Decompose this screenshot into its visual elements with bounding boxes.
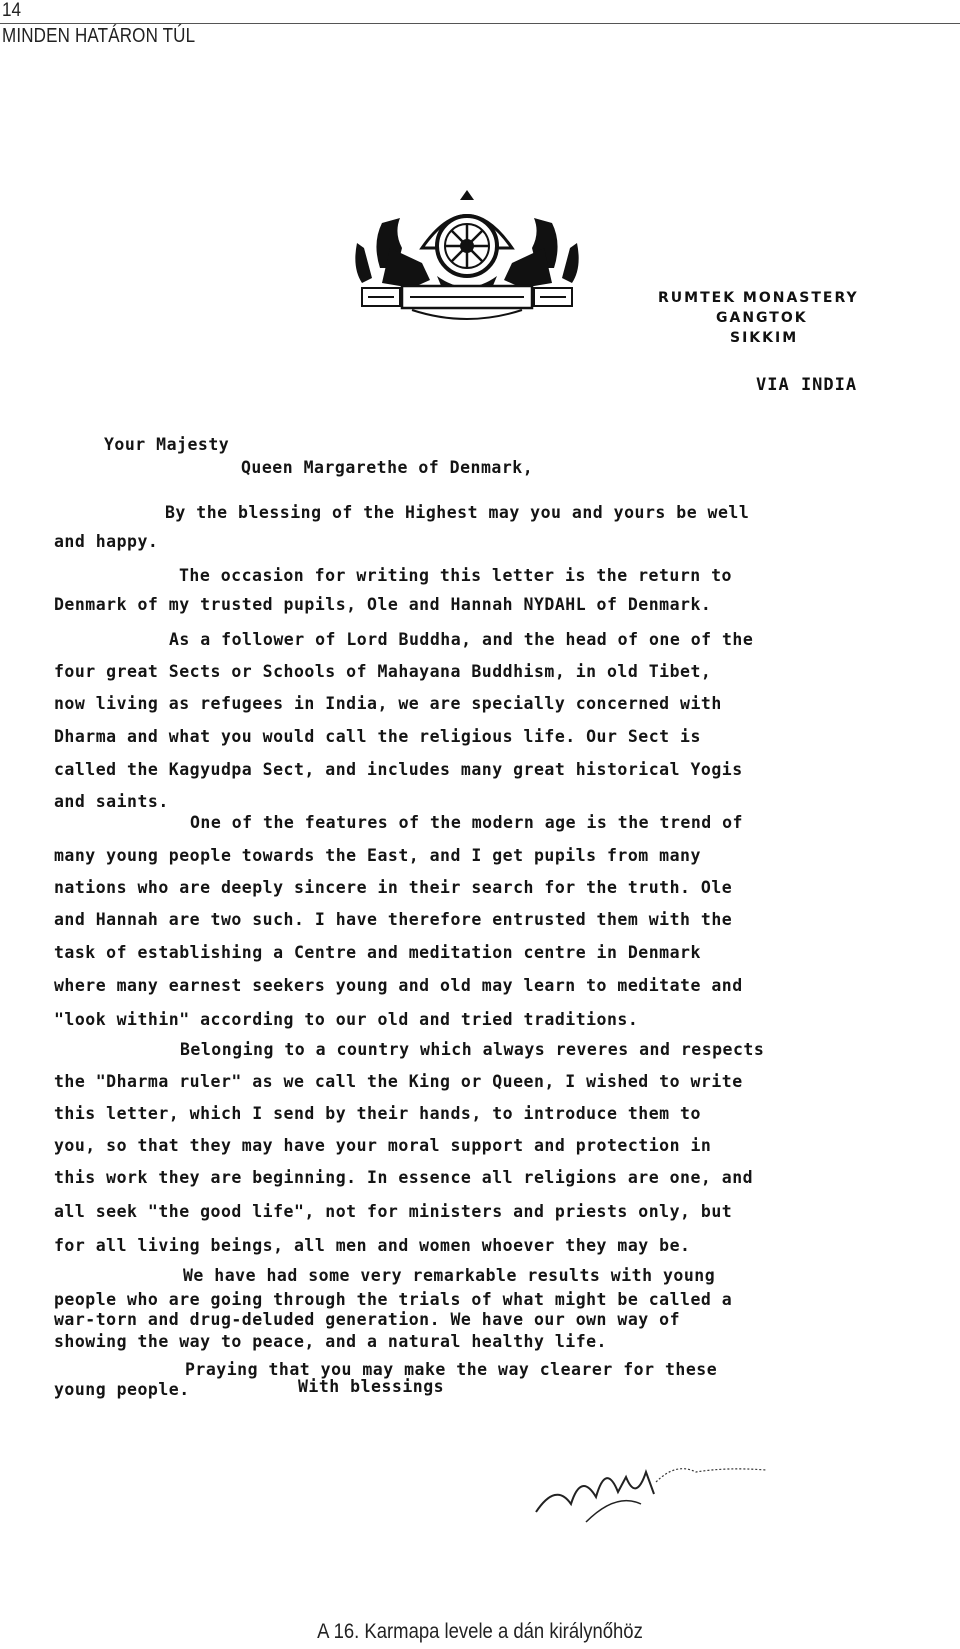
body-line: this letter, which I send by their hands, to introduce them to xyxy=(54,1104,701,1123)
body-line: for all living beings, all men and women whoever they may be. xyxy=(54,1236,691,1255)
body-line: four great Sects or Schools of Mahayana Buddhism, in old Tibet, xyxy=(54,662,712,681)
body-line: many young people towards the East, and I get pupils from many xyxy=(54,846,701,865)
body-line: now living as refugees in India, we are specially concerned with xyxy=(54,694,722,713)
dharma-wheel-deer-emblem-icon xyxy=(352,188,582,338)
body-line: As a follower of Lord Buddha, and the head of one of the xyxy=(169,630,754,649)
body-line: Denmark of my trusted pupils, Ole and Hannah NYDAHL of Denmark. xyxy=(54,595,712,614)
body-line: We have had some very remarkable results with young xyxy=(183,1266,716,1285)
body-line: Praying that you may make the way clearer for these xyxy=(185,1360,718,1379)
salutation-line-2: Queen Margarethe of Denmark, xyxy=(241,458,534,477)
body-line: called the Kagyudpa Sect, and includes many great historical Yogis xyxy=(54,760,743,779)
body-line: and saints. xyxy=(54,792,169,811)
via-india: VIA INDIA xyxy=(756,375,858,395)
body-line: By the blessing of the Highest may you and yours be well xyxy=(165,503,750,522)
page-number: 14 xyxy=(2,0,22,21)
handwritten-signature-icon xyxy=(526,1442,786,1532)
letter-scan xyxy=(40,170,940,1520)
address-line-3: SIKKIM xyxy=(730,330,799,346)
body-line: task of establishing a Centre and meditation centre in Denmark xyxy=(54,943,701,962)
body-line: war-torn and drug-deluded generation. We have our own way of xyxy=(54,1310,681,1329)
figure-caption: A 16. Karmapa levele a dán királynőhöz xyxy=(317,1620,643,1643)
body-line: young people. xyxy=(54,1380,190,1399)
body-line: One of the features of the modern age is the trend of xyxy=(190,813,743,832)
body-line: nations who are deeply sincere in their search for the truth. Ole xyxy=(54,878,733,897)
address-line-2: GANGTOK xyxy=(716,310,808,326)
body-line: The occasion for writing this letter is the return to xyxy=(179,566,732,585)
body-line: you, so that they may have your moral support and protection in xyxy=(54,1136,712,1155)
body-line: and Hannah are two such. I have therefore entrusted them with the xyxy=(54,910,733,929)
body-line: Belonging to a country which always reveres and respects xyxy=(180,1040,765,1059)
body-line: all seek "the good life", not for ministers and priests only, but xyxy=(54,1202,733,1221)
running-title: MINDEN HATÁRON TÚL xyxy=(2,25,196,47)
salutation-line-1: Your Majesty xyxy=(104,435,230,454)
body-line: and happy. xyxy=(54,532,159,551)
address-line-1: RUMTEK MONASTERY xyxy=(658,290,859,306)
body-line: this work they are beginning. In essence all religions are one, and xyxy=(54,1168,754,1187)
body-line: people who are going through the trials of what might be called a xyxy=(54,1290,733,1309)
body-line: With blessings xyxy=(298,1377,445,1396)
body-line: the "Dharma ruler" as we call the King or Queen, I wished to write xyxy=(54,1072,743,1091)
body-line: where many earnest seekers young and old may learn to meditate and xyxy=(54,976,743,995)
body-line: showing the way to peace, and a natural healthy life. xyxy=(54,1332,607,1351)
body-line: "look within" according to our old and tried traditions. xyxy=(54,1010,639,1029)
body-line: Dharma and what you would call the religious life. Our Sect is xyxy=(54,727,701,746)
header-rule xyxy=(0,23,960,24)
